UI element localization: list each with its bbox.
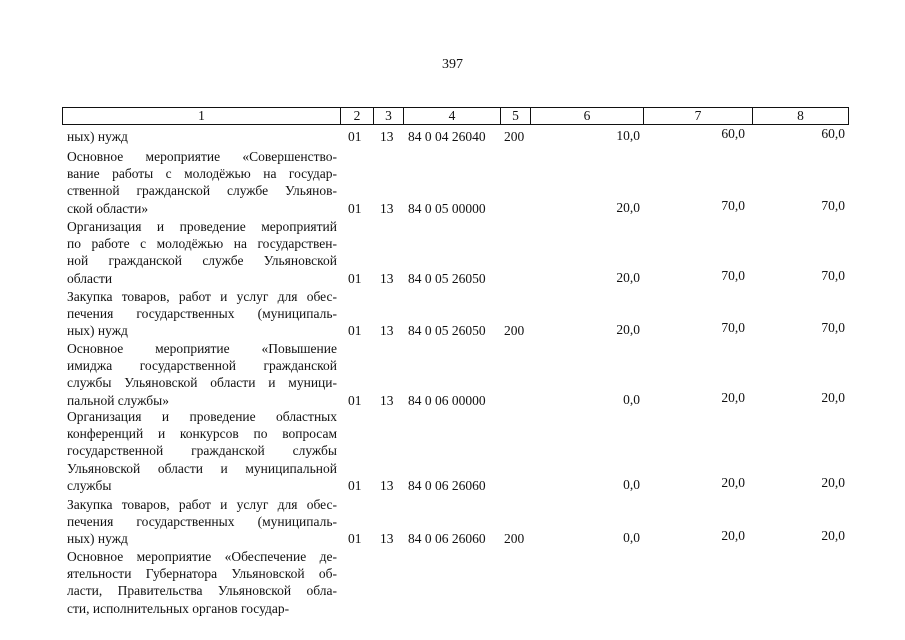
cell-col-5: 200 xyxy=(504,323,525,339)
description-line: по работе с молодёжью на государствен- xyxy=(67,236,337,252)
cell-col-6: 20,0 xyxy=(616,322,640,338)
description-line: ных) нужд xyxy=(67,323,128,339)
cell-col-8: 20,0 xyxy=(821,528,845,544)
description-line: ственной гражданской службе Ульянов- xyxy=(67,183,337,199)
row-description xyxy=(67,218,337,287)
cell-col-7: 20,0 xyxy=(721,474,745,490)
header-col-6: 6 xyxy=(530,108,643,124)
description-line: Основное мероприятие «Совершенство- xyxy=(67,149,337,164)
row-description xyxy=(67,128,337,145)
header-col-3: 3 xyxy=(373,108,403,124)
cell-col-2: 01 xyxy=(348,323,362,339)
description-line: ных) нужд xyxy=(67,531,128,547)
description-line: службы xyxy=(67,477,112,493)
cell-col-5: 200 xyxy=(504,129,525,144)
header-col-2: 2 xyxy=(340,108,373,124)
description-line: вание работы с молодёжью на государ- xyxy=(67,166,337,182)
description-line: ской области» xyxy=(67,200,149,216)
cell-col-2: 01 xyxy=(348,200,362,216)
cell-col-4: 84 0 04 26040 xyxy=(408,129,486,144)
header-col-4: 4 xyxy=(403,108,500,124)
cell-col-7: 70,0 xyxy=(721,197,745,213)
cell-col-6: 0,0 xyxy=(623,530,640,546)
description-line: имиджа государственной гражданской xyxy=(67,358,337,374)
page-number: 397 xyxy=(442,57,463,72)
cell-col-8: 70,0 xyxy=(821,320,845,336)
row-description xyxy=(67,548,337,617)
cell-col-3: 13 xyxy=(380,323,394,339)
description-line: Закупка товаров, работ и услуг для обес- xyxy=(67,289,337,304)
row-description xyxy=(67,340,337,409)
header-col-5: 5 xyxy=(500,108,530,124)
cell-col-8: 70,0 xyxy=(821,197,845,213)
description-line: государственной гражданской службы xyxy=(67,443,337,459)
cell-col-4: 84 0 05 26050 xyxy=(408,323,486,339)
description-line: конференций и конкурсов по вопросам xyxy=(67,426,337,442)
cell-col-6: 0,0 xyxy=(623,476,640,492)
cell-col-7: 70,0 xyxy=(721,267,745,283)
row-description xyxy=(67,408,337,494)
cell-col-4: 84 0 05 26050 xyxy=(408,270,486,286)
description-line: Организация и проведение областных xyxy=(67,409,337,424)
cell-col-3: 13 xyxy=(380,392,394,408)
cell-col-4: 84 0 06 26060 xyxy=(408,477,486,493)
description-line: Основное мероприятие «Обеспечение де- xyxy=(67,549,337,564)
header-col-8: 8 xyxy=(752,108,848,124)
description-line: печения государственных (муниципаль- xyxy=(67,306,337,322)
cell-col-2: 01 xyxy=(348,392,362,408)
cell-col-6: 10,0 xyxy=(616,128,640,143)
cell-col-2: 01 xyxy=(348,477,362,493)
description-line: печения государственных (муниципаль- xyxy=(67,514,337,530)
row-description xyxy=(67,288,337,340)
cell-col-3: 13 xyxy=(380,129,394,144)
row-description xyxy=(67,148,337,217)
cell-col-4: 84 0 06 26060 xyxy=(408,531,486,547)
cell-col-6: 20,0 xyxy=(616,269,640,285)
description-line: области xyxy=(67,270,113,286)
cell-col-8: 60,0 xyxy=(821,126,845,141)
cell-col-3: 13 xyxy=(380,531,394,547)
cell-col-5: 200 xyxy=(504,531,525,547)
cell-col-7: 60,0 xyxy=(721,126,745,141)
cell-col-4: 84 0 06 00000 xyxy=(408,392,486,408)
cell-col-4: 84 0 05 00000 xyxy=(408,200,486,216)
table-header xyxy=(62,107,849,125)
cell-col-8: 20,0 xyxy=(821,474,845,490)
cell-col-3: 13 xyxy=(380,477,394,493)
description-line: ятельности Губернатора Ульяновской об- xyxy=(67,566,337,582)
description-line: Организация и проведение мероприятий xyxy=(67,219,337,234)
description-line: Закупка товаров, работ и услуг для обес- xyxy=(67,497,337,512)
header-col-1: 1 xyxy=(198,108,205,123)
cell-col-6: 20,0 xyxy=(616,199,640,215)
cell-col-8: 20,0 xyxy=(821,389,845,405)
description-line: ласти, Правительства Ульяновской обла- xyxy=(67,583,337,599)
description-line: службы Ульяновской области и муници- xyxy=(67,375,337,391)
cell-col-2: 01 xyxy=(348,531,362,547)
cell-col-8: 70,0 xyxy=(821,267,845,283)
cell-col-7: 20,0 xyxy=(721,528,745,544)
description-line: ных) нужд xyxy=(67,129,128,144)
header-col-7: 7 xyxy=(643,108,752,124)
description-line: ной гражданской службе Ульяновской xyxy=(67,253,337,269)
cell-col-7: 20,0 xyxy=(721,389,745,405)
cell-col-2: 01 xyxy=(348,270,362,286)
description-line: сти, исполнительных органов государ- xyxy=(67,600,290,616)
cell-col-2: 01 xyxy=(348,129,362,144)
row-description xyxy=(67,496,337,548)
cell-col-6: 0,0 xyxy=(623,391,640,407)
cell-col-3: 13 xyxy=(380,270,394,286)
description-line: пальной службы» xyxy=(67,392,169,408)
cell-col-7: 70,0 xyxy=(721,320,745,336)
description-line: Основное мероприятие «Повышение xyxy=(67,341,337,356)
cell-col-3: 13 xyxy=(380,200,394,216)
description-line: Ульяновской области и муниципальной xyxy=(67,460,337,476)
